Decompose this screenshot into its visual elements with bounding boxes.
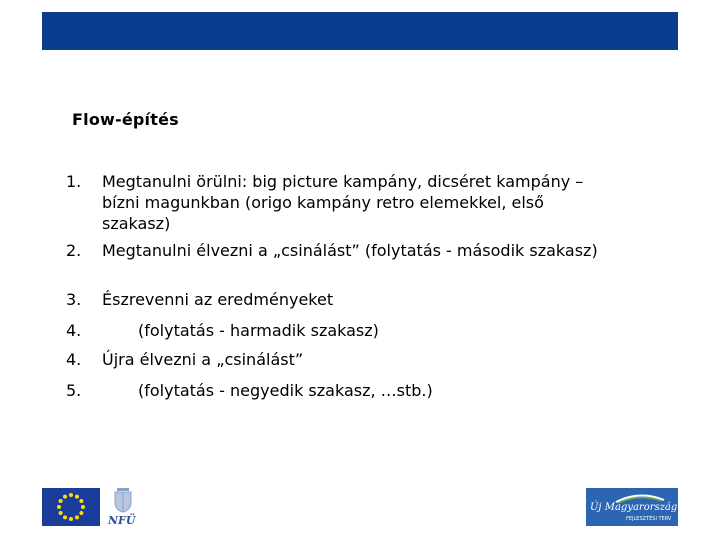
uj-magyarorszag-label: Új Magyarország — [590, 502, 678, 513]
list-item-number: 4. — [66, 321, 82, 340]
slide-title: Flow-építés — [72, 110, 179, 129]
header-bar — [42, 12, 678, 50]
list-item-number: 2. — [66, 241, 82, 260]
list-item-text: Megtanulni örülni: big picture kampány, dicséret kampány – bízni magunkban (origo kampány retro elemekkel, első szakasz) — [102, 172, 584, 233]
list-item-text: Újra élvezni a „csinálást” — [102, 350, 304, 369]
list-item-text: Megtanulni élvezni a „csinálást” (folytatás - második szakasz) — [102, 241, 598, 260]
list-item-number: 5. — [66, 381, 82, 400]
eu-stars-icon — [42, 488, 100, 526]
nfu-logo — [106, 486, 140, 528]
list-item-text: (folytatás - negyedik szakasz, …stb.) — [138, 381, 433, 400]
list-item-number: 3. — [66, 290, 82, 309]
list-item-number: 4. — [66, 350, 82, 369]
list-item-text: Észrevenni az eredményeket — [102, 290, 334, 309]
fejlesztesi-terv-label: FEJLESZTÉSI TERV — [626, 516, 672, 522]
nfu-label: NFÜ — [108, 514, 136, 527]
list-item-number: 1. — [66, 172, 82, 191]
list-item-text: (folytatás - harmadik szakasz) — [138, 321, 379, 340]
eu-flag-logo — [42, 488, 100, 526]
uj-magyarorszag-logo — [586, 488, 678, 526]
